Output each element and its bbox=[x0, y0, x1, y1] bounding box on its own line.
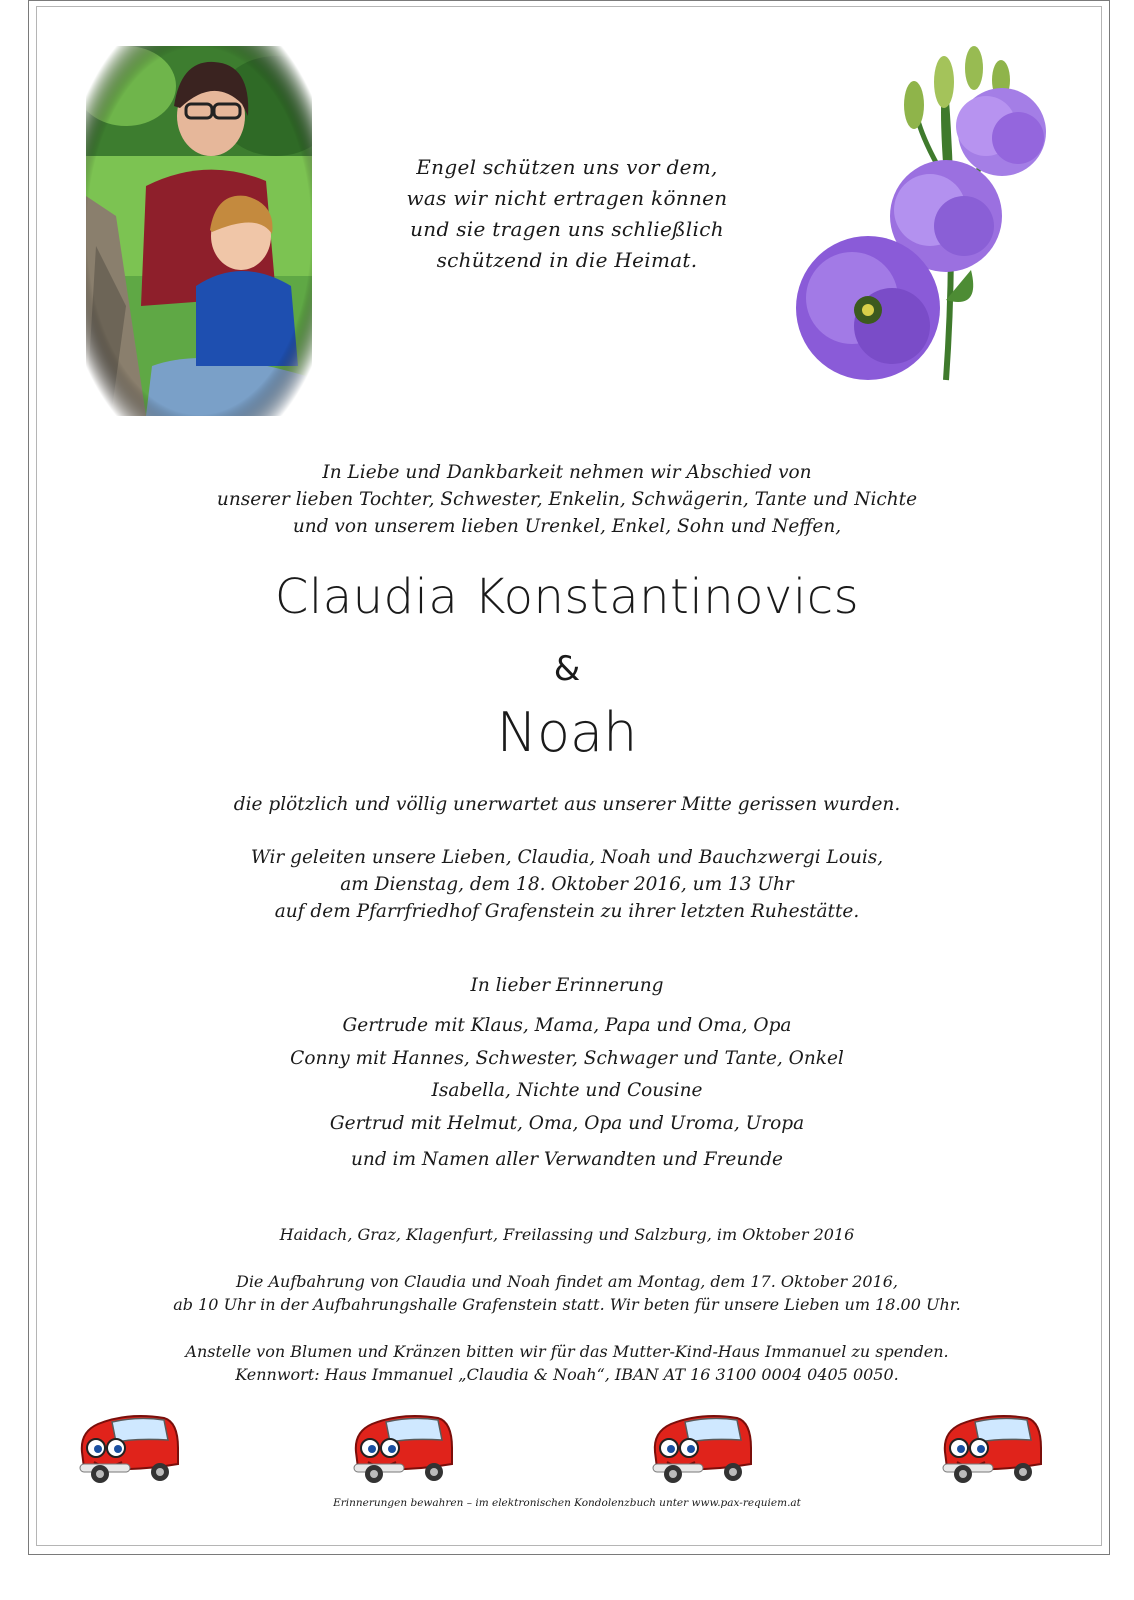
quote bbox=[0, 152, 1134, 276]
funeral-line: auf dem Pfarrfriedhof Grafenstein zu ihrer letzten Ruhestätte. bbox=[274, 901, 860, 922]
red-cartoon-car-icon bbox=[72, 1408, 184, 1484]
place-date: Haidach, Graz, Klagenfurt, Freilassing und Salzburg, im Oktober 2016 bbox=[279, 1225, 855, 1244]
mourner-line: Gertrud mit Helmut, Oma, Opa und Uroma, Uropa bbox=[329, 1112, 805, 1134]
funeral-line: am Dienstag, dem 18. Oktober 2016, um 13 Uhr bbox=[340, 874, 794, 895]
red-cartoon-car-icon bbox=[935, 1408, 1047, 1484]
intro-text bbox=[0, 459, 1134, 540]
quote-line: schützend in die Heimat. bbox=[436, 248, 698, 272]
sudden-death-line: die plötzlich und völlig unerwartet aus unserer Mitte gerissen wurden. bbox=[233, 794, 901, 815]
ampersand: & bbox=[553, 649, 581, 689]
wake-info bbox=[0, 1270, 1134, 1316]
red-cartoon-car-icon bbox=[645, 1408, 757, 1484]
mourner-line: Gertrude mit Klaus, Mama, Papa und Oma, Opa bbox=[342, 1015, 792, 1036]
wake-line: ab 10 Uhr in der Aufbahrungshalle Grafenstein statt. Wir beten für unsere Lieben um 18.00 Uhr. bbox=[173, 1295, 961, 1314]
funeral-line: Wir geleiten unsere Lieben, Claudia, Noah und Bauchzwergi Louis, bbox=[250, 847, 884, 868]
donation-line: Kennwort: Haus Immanuel „Claudia & Noah“, IBAN AT 16 3100 0004 0405 0050. bbox=[235, 1365, 899, 1384]
relatives-closing: und im Namen aller Verwandten und Freunde bbox=[351, 1149, 783, 1170]
deceased-name-noah: Noah bbox=[496, 701, 638, 764]
mourners-list bbox=[0, 1010, 1134, 1140]
quote-line: was wir nicht ertragen können bbox=[406, 186, 728, 210]
mourner-line: Conny mit Hannes, Schwester, Schwager und Tante, Onkel bbox=[290, 1047, 844, 1069]
donation-line: Anstelle von Blumen und Kränzen bitten wir für das Mutter-Kind-Haus Immanuel zu spenden. bbox=[185, 1342, 949, 1361]
mourner-line: Isabella, Nichte und Cousine bbox=[431, 1080, 703, 1101]
quote-line: Engel schützen uns vor dem, bbox=[416, 155, 718, 179]
donation-info bbox=[0, 1340, 1134, 1386]
funeral-details bbox=[0, 844, 1134, 925]
intro-line: unserer lieben Tochter, Schwester, Enkelin, Schwägerin, Tante und Nichte bbox=[216, 489, 918, 510]
memory-heading: In lieber Erinnerung bbox=[470, 975, 664, 996]
intro-line: In Liebe und Dankbarkeit nehmen wir Abschied von bbox=[322, 462, 812, 483]
red-cartoon-car-icon bbox=[346, 1408, 458, 1484]
quote-line: und sie tragen uns schließlich bbox=[410, 217, 724, 241]
deceased-name-claudia: Claudia Konstantinovics bbox=[274, 569, 860, 625]
intro-line: und von unserem lieben Urenkel, Enkel, Sohn und Neffen, bbox=[292, 516, 842, 537]
wake-line: Die Aufbahrung von Claudia und Noah findet am Montag, dem 17. Oktober 2016, bbox=[235, 1272, 899, 1291]
condolence-book-footer: Erinnerungen bewahren – im elektronischen Kondolenzbuch unter www.pax-requiem.at bbox=[333, 1497, 801, 1509]
